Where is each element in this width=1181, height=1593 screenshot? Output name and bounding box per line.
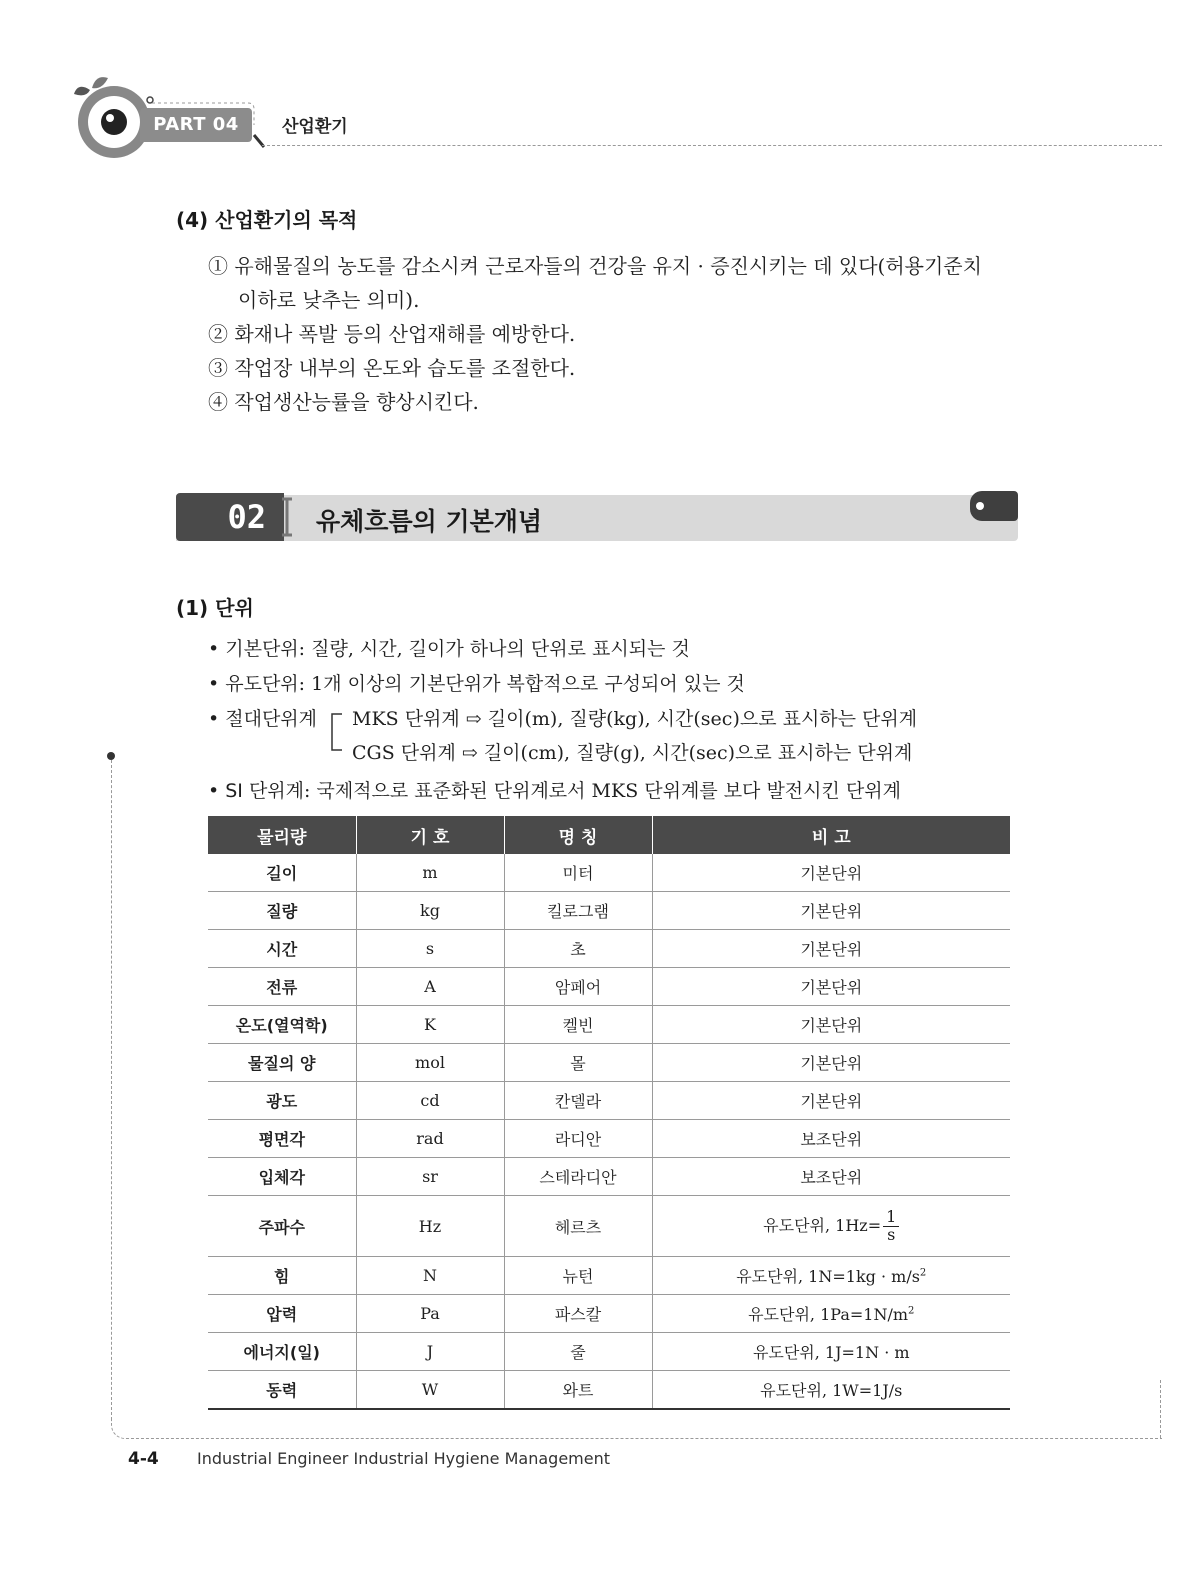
header-quantity: 물리량: [208, 816, 356, 854]
cell-quantity: 물질의 양: [208, 1044, 356, 1082]
bullet-dot: •: [208, 638, 226, 660]
cell-symbol: kg: [356, 892, 504, 930]
cell-note: 보조단위: [652, 1158, 1010, 1196]
cell-name: 킬로그램: [504, 892, 652, 930]
cell-symbol: A: [356, 968, 504, 1006]
cell-symbol: K: [356, 1006, 504, 1044]
purpose-item-1: ① 유해물질의 농도를 감소시켜 근로자들의 건강을 유지 · 증진시키는 데 있다(허용기준치: [208, 254, 982, 278]
table-row: [208, 1006, 1010, 1044]
header-note: 비 고: [652, 816, 1010, 854]
cell-note: 기본단위: [652, 968, 1010, 1006]
cell-symbol: m: [356, 854, 504, 892]
superscript: 2: [919, 1267, 927, 1279]
fraction-denominator: s: [887, 1224, 896, 1244]
bullet-dot: •: [208, 780, 226, 802]
cell-symbol: s: [356, 930, 504, 968]
table-row: [208, 892, 1010, 930]
table-row: [208, 1257, 1010, 1295]
bullet-si-unit: [208, 776, 901, 803]
fraction: [883, 1206, 899, 1244]
table-row: [208, 1333, 1010, 1371]
section-4-title: (4) 산업환기의 목적: [176, 208, 358, 232]
cell-name: 칸델라: [504, 1082, 652, 1120]
bullet-desc: : 질량, 시간, 길이가 하나의 단위로 표시되는 것: [298, 638, 690, 660]
note-text: 유도단위, 1Hz=: [763, 1215, 882, 1235]
fraction-numerator: 1: [883, 1209, 899, 1227]
cell-name: 초: [504, 930, 652, 968]
banner-bracket-icon: [280, 497, 294, 537]
unit-table: [208, 816, 1010, 1410]
cell-quantity: 주파수: [208, 1196, 356, 1257]
cell-quantity: 압력: [208, 1295, 356, 1333]
header-divider: [262, 145, 1162, 146]
table-row: [208, 1082, 1010, 1120]
table-row: [208, 1044, 1010, 1082]
table-row: [208, 1196, 1010, 1257]
table-row: [208, 854, 1010, 892]
bottom-frame-rule: [111, 1420, 1162, 1439]
page-number: 4-4: [128, 1449, 159, 1469]
cell-quantity: 온도(열역학): [208, 1006, 356, 1044]
bullet-dot: •: [208, 673, 226, 695]
cell-name: 암페어: [504, 968, 652, 1006]
header-title: 산업환기: [282, 117, 348, 137]
cell-symbol: J: [356, 1333, 504, 1371]
part-badge: PART 04: [140, 108, 252, 142]
cell-symbol: Hz: [356, 1196, 504, 1257]
table-row: [208, 1120, 1010, 1158]
cell-note: 보조단위: [652, 1120, 1010, 1158]
bullet-term: SI 단위계: [225, 780, 305, 802]
note-text: 유도단위, 1Pa=1N/m: [748, 1305, 909, 1324]
cell-name: 몰: [504, 1044, 652, 1082]
bullet-absolute-unit: [208, 704, 317, 731]
table-row: [208, 1371, 1010, 1410]
note-text: 유도단위, 1N=1kg · m/s: [736, 1267, 920, 1286]
cell-note: 기본단위: [652, 1006, 1010, 1044]
cell-note: [652, 1196, 1010, 1257]
cell-note: [652, 1257, 1010, 1295]
cell-note: [652, 1295, 1010, 1333]
cell-quantity: 동력: [208, 1371, 356, 1410]
cell-note: 기본단위: [652, 1044, 1010, 1082]
units-title: (1) 단위: [176, 596, 254, 620]
cell-name: 미터: [504, 854, 652, 892]
bullet-term: 기본단위: [225, 638, 299, 660]
purpose-item-3: ③ 작업장 내부의 온도와 습도를 조절한다.: [208, 356, 576, 380]
cell-note: 기본단위: [652, 854, 1010, 892]
cell-symbol: sr: [356, 1158, 504, 1196]
purpose-item-4: ④ 작업생산능률을 향상시킨다.: [208, 390, 479, 414]
section-title: 유체흐름의 기본개념: [316, 507, 543, 536]
cell-name: 라디안: [504, 1120, 652, 1158]
table-row: [208, 1295, 1010, 1333]
cell-quantity: 에너지(일): [208, 1333, 356, 1371]
bullet-desc: : 국제적으로 표준화된 단위계로서 MKS 단위계를 보다 발전시킨 단위계: [304, 780, 901, 802]
cell-name: 줄: [504, 1333, 652, 1371]
cell-quantity: 질량: [208, 892, 356, 930]
bullet-dot: •: [208, 708, 226, 730]
bullet-derived-unit: [208, 669, 745, 696]
section-banner: [176, 495, 1018, 541]
table-header-row: [208, 816, 1010, 854]
cell-symbol: N: [356, 1257, 504, 1295]
bullet-basic-unit: [208, 634, 690, 661]
cell-quantity: 평면각: [208, 1120, 356, 1158]
cell-symbol: Pa: [356, 1295, 504, 1333]
cell-symbol: cd: [356, 1082, 504, 1120]
brace-icon: [328, 710, 346, 754]
cell-name: 와트: [504, 1371, 652, 1410]
margin-dot: [107, 752, 115, 760]
cell-quantity: 힘: [208, 1257, 356, 1295]
table-row: [208, 968, 1010, 1006]
cell-quantity: 시간: [208, 930, 356, 968]
bullet-desc: : 1개 이상의 기본단위가 복합적으로 구성되어 있는 것: [298, 673, 745, 695]
cell-quantity: 광도: [208, 1082, 356, 1120]
cell-name: 헤르츠: [504, 1196, 652, 1257]
banner-tag-dot: [976, 502, 984, 510]
header-name: 명 칭: [504, 816, 652, 854]
cell-symbol: mol: [356, 1044, 504, 1082]
cell-quantity: 길이: [208, 854, 356, 892]
left-margin-rule: [111, 760, 112, 1420]
cell-name: 스테라디안: [504, 1158, 652, 1196]
purpose-item-1-cont: 이하로 낮추는 의미).: [238, 288, 420, 312]
header-symbol: 기 호: [356, 816, 504, 854]
cell-note: 유도단위, 1W=1J/s: [652, 1371, 1010, 1410]
section-number: 02: [176, 493, 284, 541]
cell-symbol: rad: [356, 1120, 504, 1158]
cell-name: 뉴턴: [504, 1257, 652, 1295]
cell-note: 기본단위: [652, 930, 1010, 968]
bullet-term: 유도단위: [225, 673, 299, 695]
purpose-item-2: ② 화재나 폭발 등의 산업재해를 예방한다.: [208, 322, 576, 346]
table-row: [208, 1158, 1010, 1196]
superscript: 2: [908, 1305, 915, 1317]
cell-quantity: 입체각: [208, 1158, 356, 1196]
cell-note: 기본단위: [652, 1082, 1010, 1120]
cell-note: 유도단위, 1J=1N · m: [652, 1333, 1010, 1371]
cell-name: 파스칼: [504, 1295, 652, 1333]
cell-note: 기본단위: [652, 892, 1010, 930]
table-row: [208, 930, 1010, 968]
cell-symbol: W: [356, 1371, 504, 1410]
mks-line: MKS 단위계 ⇨ 길이(m), 질량(kg), 시간(sec)으로 표시하는 단위계: [352, 708, 918, 730]
footer-title: Industrial Engineer Industrial Hygiene Management: [197, 1449, 611, 1468]
right-margin-rule: [1160, 1380, 1161, 1438]
bullet-term: 절대단위계: [225, 708, 318, 730]
cell-quantity: 전류: [208, 968, 356, 1006]
cell-name: 켈빈: [504, 1006, 652, 1044]
cgs-line: CGS 단위계 ⇨ 길이(cm), 질량(g), 시간(sec)으로 표시하는 단위계: [352, 742, 913, 764]
